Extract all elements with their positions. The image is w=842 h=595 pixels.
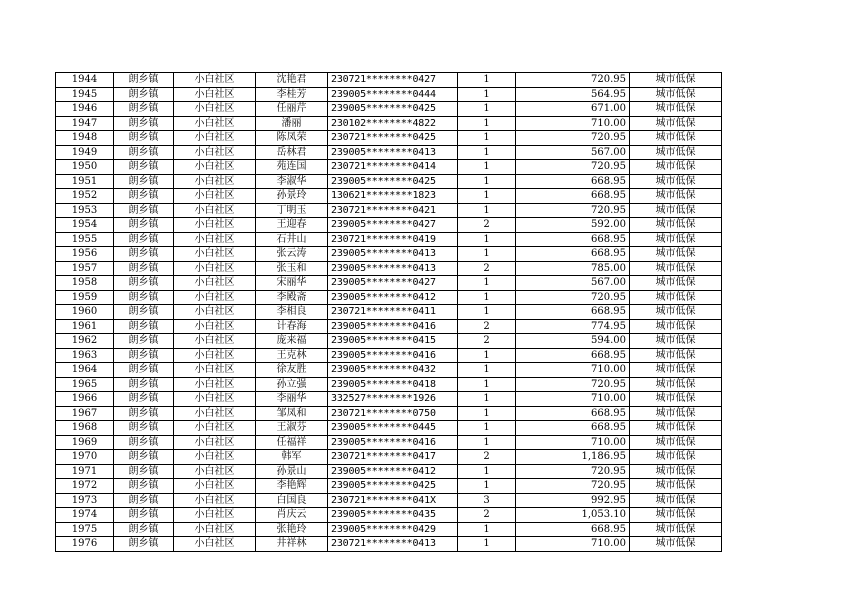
amount-cell: 564.95 <box>516 87 630 102</box>
row-number-cell: 1976 <box>56 537 114 552</box>
community-cell: 小白社区 <box>174 160 256 175</box>
table-row <box>56 102 722 117</box>
community-cell: 小白社区 <box>174 232 256 247</box>
name-cell: 苑连国 <box>256 160 328 175</box>
category-cell: 城市低保 <box>630 537 722 552</box>
id-number-cell: 239005********0418 <box>328 377 458 392</box>
row-number-cell: 1965 <box>56 377 114 392</box>
table-row <box>56 203 722 218</box>
id-number-cell: 239005********0412 <box>328 464 458 479</box>
amount-cell: 992.95 <box>516 493 630 508</box>
town-cell: 朗乡镇 <box>114 493 174 508</box>
household-count-cell: 1 <box>458 392 516 407</box>
community-cell: 小白社区 <box>174 377 256 392</box>
category-cell: 城市低保 <box>630 435 722 450</box>
town-cell: 朗乡镇 <box>114 464 174 479</box>
id-number-cell: 239005********0435 <box>328 508 458 523</box>
community-cell: 小白社区 <box>174 102 256 117</box>
community-cell: 小白社区 <box>174 334 256 349</box>
household-count-cell: 2 <box>458 334 516 349</box>
id-number-cell: 239005********0427 <box>328 218 458 233</box>
category-cell: 城市低保 <box>630 174 722 189</box>
name-cell: 邹凤和 <box>256 406 328 421</box>
household-count-cell: 3 <box>458 493 516 508</box>
category-cell: 城市低保 <box>630 131 722 146</box>
household-count-cell: 1 <box>458 247 516 262</box>
town-cell: 朗乡镇 <box>114 102 174 117</box>
name-cell: 井祥林 <box>256 537 328 552</box>
town-cell: 朗乡镇 <box>114 290 174 305</box>
name-cell: 任福祥 <box>256 435 328 450</box>
category-cell: 城市低保 <box>630 464 722 479</box>
name-cell: 张玉和 <box>256 261 328 276</box>
table-row <box>56 261 722 276</box>
id-number-cell: 239005********0416 <box>328 435 458 450</box>
name-cell: 孙景山 <box>256 464 328 479</box>
name-cell: 徐友胜 <box>256 363 328 378</box>
id-number-cell: 239005********0413 <box>328 261 458 276</box>
id-number-cell: 239005********0445 <box>328 421 458 436</box>
table-row <box>56 450 722 465</box>
household-count-cell: 1 <box>458 290 516 305</box>
name-cell: 潘丽 <box>256 116 328 131</box>
household-count-cell: 1 <box>458 305 516 320</box>
id-number-cell: 230721********0750 <box>328 406 458 421</box>
row-number-cell: 1968 <box>56 421 114 436</box>
name-cell: 张艳玲 <box>256 522 328 537</box>
row-number-cell: 1959 <box>56 290 114 305</box>
amount-cell: 720.95 <box>516 203 630 218</box>
category-cell: 城市低保 <box>630 377 722 392</box>
id-number-cell: 332527********1926 <box>328 392 458 407</box>
id-number-cell: 239005********0429 <box>328 522 458 537</box>
household-count-cell: 1 <box>458 102 516 117</box>
row-number-cell: 1956 <box>56 247 114 262</box>
row-number-cell: 1963 <box>56 348 114 363</box>
row-number-cell: 1945 <box>56 87 114 102</box>
table-row <box>56 319 722 334</box>
name-cell: 宋丽华 <box>256 276 328 291</box>
table-row <box>56 145 722 160</box>
name-cell: 张云涛 <box>256 247 328 262</box>
town-cell: 朗乡镇 <box>114 435 174 450</box>
town-cell: 朗乡镇 <box>114 508 174 523</box>
town-cell: 朗乡镇 <box>114 189 174 204</box>
amount-cell: 668.95 <box>516 305 630 320</box>
category-cell: 城市低保 <box>630 305 722 320</box>
table-row <box>56 348 722 363</box>
town-cell: 朗乡镇 <box>114 160 174 175</box>
household-count-cell: 2 <box>458 450 516 465</box>
town-cell: 朗乡镇 <box>114 537 174 552</box>
name-cell: 王淑芬 <box>256 421 328 436</box>
name-cell: 肖庆云 <box>256 508 328 523</box>
category-cell: 城市低保 <box>630 479 722 494</box>
id-number-cell: 230721********0411 <box>328 305 458 320</box>
town-cell: 朗乡镇 <box>114 319 174 334</box>
amount-cell: 567.00 <box>516 276 630 291</box>
community-cell: 小白社区 <box>174 116 256 131</box>
id-number-cell: 239005********0413 <box>328 247 458 262</box>
community-cell: 小白社区 <box>174 247 256 262</box>
household-count-cell: 1 <box>458 479 516 494</box>
category-cell: 城市低保 <box>630 392 722 407</box>
community-cell: 小白社区 <box>174 319 256 334</box>
name-cell: 李殿斋 <box>256 290 328 305</box>
row-number-cell: 1972 <box>56 479 114 494</box>
town-cell: 朗乡镇 <box>114 450 174 465</box>
name-cell: 白国良 <box>256 493 328 508</box>
household-count-cell: 1 <box>458 145 516 160</box>
amount-cell: 710.00 <box>516 363 630 378</box>
table-row <box>56 392 722 407</box>
id-number-cell: 239005********0425 <box>328 174 458 189</box>
community-cell: 小白社区 <box>174 203 256 218</box>
table-row <box>56 73 722 88</box>
household-count-cell: 1 <box>458 363 516 378</box>
amount-cell: 774.95 <box>516 319 630 334</box>
category-cell: 城市低保 <box>630 145 722 160</box>
name-cell: 王克林 <box>256 348 328 363</box>
category-cell: 城市低保 <box>630 522 722 537</box>
category-cell: 城市低保 <box>630 218 722 233</box>
row-number-cell: 1946 <box>56 102 114 117</box>
row-number-cell: 1948 <box>56 131 114 146</box>
id-number-cell: 239005********0427 <box>328 276 458 291</box>
household-count-cell: 1 <box>458 348 516 363</box>
amount-cell: 668.95 <box>516 189 630 204</box>
town-cell: 朗乡镇 <box>114 116 174 131</box>
amount-cell: 710.00 <box>516 435 630 450</box>
town-cell: 朗乡镇 <box>114 261 174 276</box>
community-cell: 小白社区 <box>174 522 256 537</box>
name-cell: 王迎春 <box>256 218 328 233</box>
community-cell: 小白社区 <box>174 290 256 305</box>
id-number-cell: 239005********0416 <box>328 348 458 363</box>
household-count-cell: 1 <box>458 377 516 392</box>
amount-cell: 671.00 <box>516 102 630 117</box>
town-cell: 朗乡镇 <box>114 522 174 537</box>
town-cell: 朗乡镇 <box>114 276 174 291</box>
table-row <box>56 334 722 349</box>
table-row <box>56 276 722 291</box>
category-cell: 城市低保 <box>630 493 722 508</box>
row-number-cell: 1973 <box>56 493 114 508</box>
table-row <box>56 537 722 552</box>
community-cell: 小白社区 <box>174 261 256 276</box>
name-cell: 丁明玉 <box>256 203 328 218</box>
table-row <box>56 160 722 175</box>
table-row <box>56 493 722 508</box>
row-number-cell: 1962 <box>56 334 114 349</box>
table-row <box>56 218 722 233</box>
name-cell: 李桂芳 <box>256 87 328 102</box>
name-cell: 韩军 <box>256 450 328 465</box>
category-cell: 城市低保 <box>630 232 722 247</box>
id-number-cell: 230721********0417 <box>328 450 458 465</box>
category-cell: 城市低保 <box>630 348 722 363</box>
town-cell: 朗乡镇 <box>114 421 174 436</box>
id-number-cell: 230102********4822 <box>328 116 458 131</box>
id-number-cell: 239005********0412 <box>328 290 458 305</box>
category-cell: 城市低保 <box>630 261 722 276</box>
community-cell: 小白社区 <box>174 189 256 204</box>
household-count-cell: 1 <box>458 421 516 436</box>
name-cell: 石井山 <box>256 232 328 247</box>
amount-cell: 720.95 <box>516 73 630 88</box>
amount-cell: 720.95 <box>516 464 630 479</box>
name-cell: 孙景玲 <box>256 189 328 204</box>
household-count-cell: 1 <box>458 232 516 247</box>
amount-cell: 720.95 <box>516 479 630 494</box>
table-row <box>56 131 722 146</box>
amount-cell: 785.00 <box>516 261 630 276</box>
amount-cell: 1,053.10 <box>516 508 630 523</box>
amount-cell: 720.95 <box>516 160 630 175</box>
id-number-cell: 230721********0427 <box>328 73 458 88</box>
category-cell: 城市低保 <box>630 160 722 175</box>
row-number-cell: 1954 <box>56 218 114 233</box>
table-row <box>56 290 722 305</box>
town-cell: 朗乡镇 <box>114 131 174 146</box>
name-cell: 岳林君 <box>256 145 328 160</box>
id-number-cell: 239005********0413 <box>328 145 458 160</box>
town-cell: 朗乡镇 <box>114 232 174 247</box>
category-cell: 城市低保 <box>630 189 722 204</box>
category-cell: 城市低保 <box>630 203 722 218</box>
table-row <box>56 87 722 102</box>
amount-cell: 594.00 <box>516 334 630 349</box>
table-row <box>56 435 722 450</box>
household-count-cell: 1 <box>458 537 516 552</box>
category-cell: 城市低保 <box>630 87 722 102</box>
category-cell: 城市低保 <box>630 334 722 349</box>
community-cell: 小白社区 <box>174 479 256 494</box>
town-cell: 朗乡镇 <box>114 87 174 102</box>
town-cell: 朗乡镇 <box>114 73 174 88</box>
household-count-cell: 1 <box>458 203 516 218</box>
id-number-cell: 230721********0413 <box>328 537 458 552</box>
table-row <box>56 464 722 479</box>
id-number-cell: 239005********0415 <box>328 334 458 349</box>
id-number-cell: 230721********041X <box>328 493 458 508</box>
row-number-cell: 1961 <box>56 319 114 334</box>
category-cell: 城市低保 <box>630 276 722 291</box>
community-cell: 小白社区 <box>174 508 256 523</box>
name-cell: 李丽华 <box>256 392 328 407</box>
category-cell: 城市低保 <box>630 450 722 465</box>
amount-cell: 668.95 <box>516 348 630 363</box>
household-count-cell: 1 <box>458 87 516 102</box>
community-cell: 小白社区 <box>174 218 256 233</box>
amount-cell: 668.95 <box>516 522 630 537</box>
community-cell: 小白社区 <box>174 305 256 320</box>
name-cell: 陈凤荣 <box>256 131 328 146</box>
amount-cell: 668.95 <box>516 247 630 262</box>
table-row <box>56 377 722 392</box>
row-number-cell: 1974 <box>56 508 114 523</box>
category-cell: 城市低保 <box>630 363 722 378</box>
row-number-cell: 1964 <box>56 363 114 378</box>
table-row <box>56 247 722 262</box>
row-number-cell: 1960 <box>56 305 114 320</box>
amount-cell: 567.00 <box>516 145 630 160</box>
household-count-cell: 2 <box>458 319 516 334</box>
row-number-cell: 1969 <box>56 435 114 450</box>
row-number-cell: 1949 <box>56 145 114 160</box>
table-row <box>56 305 722 320</box>
name-cell: 计春海 <box>256 319 328 334</box>
household-count-cell: 1 <box>458 464 516 479</box>
amount-cell: 710.00 <box>516 537 630 552</box>
id-number-cell: 239005********0425 <box>328 102 458 117</box>
table-row <box>56 189 722 204</box>
category-cell: 城市低保 <box>630 290 722 305</box>
household-count-cell: 1 <box>458 189 516 204</box>
household-count-cell: 1 <box>458 276 516 291</box>
category-cell: 城市低保 <box>630 102 722 117</box>
row-number-cell: 1967 <box>56 406 114 421</box>
id-number-cell: 239005********0416 <box>328 319 458 334</box>
table-row <box>56 116 722 131</box>
name-cell: 沈艳君 <box>256 73 328 88</box>
id-number-cell: 239005********0425 <box>328 479 458 494</box>
amount-cell: 668.95 <box>516 232 630 247</box>
category-cell: 城市低保 <box>630 508 722 523</box>
community-cell: 小白社区 <box>174 392 256 407</box>
name-cell: 任丽芹 <box>256 102 328 117</box>
table-row <box>56 363 722 378</box>
id-number-cell: 230721********0421 <box>328 203 458 218</box>
household-count-cell: 1 <box>458 73 516 88</box>
town-cell: 朗乡镇 <box>114 377 174 392</box>
town-cell: 朗乡镇 <box>114 174 174 189</box>
amount-cell: 720.95 <box>516 377 630 392</box>
row-number-cell: 1958 <box>56 276 114 291</box>
town-cell: 朗乡镇 <box>114 363 174 378</box>
community-cell: 小白社区 <box>174 435 256 450</box>
amount-cell: 592.00 <box>516 218 630 233</box>
id-number-cell: 239005********0444 <box>328 87 458 102</box>
category-cell: 城市低保 <box>630 247 722 262</box>
row-number-cell: 1952 <box>56 189 114 204</box>
category-cell: 城市低保 <box>630 406 722 421</box>
row-number-cell: 1957 <box>56 261 114 276</box>
community-cell: 小白社区 <box>174 363 256 378</box>
id-number-cell: 230721********0425 <box>328 131 458 146</box>
town-cell: 朗乡镇 <box>114 305 174 320</box>
community-cell: 小白社区 <box>174 131 256 146</box>
row-number-cell: 1971 <box>56 464 114 479</box>
table-row <box>56 508 722 523</box>
row-number-cell: 1970 <box>56 450 114 465</box>
community-cell: 小白社区 <box>174 145 256 160</box>
household-count-cell: 1 <box>458 174 516 189</box>
row-number-cell: 1955 <box>56 232 114 247</box>
welfare-table <box>55 72 722 552</box>
table-row <box>56 174 722 189</box>
town-cell: 朗乡镇 <box>114 145 174 160</box>
community-cell: 小白社区 <box>174 87 256 102</box>
community-cell: 小白社区 <box>174 450 256 465</box>
community-cell: 小白社区 <box>174 348 256 363</box>
community-cell: 小白社区 <box>174 73 256 88</box>
table-row <box>56 232 722 247</box>
household-count-cell: 1 <box>458 131 516 146</box>
town-cell: 朗乡镇 <box>114 203 174 218</box>
household-count-cell: 1 <box>458 435 516 450</box>
town-cell: 朗乡镇 <box>114 218 174 233</box>
row-number-cell: 1953 <box>56 203 114 218</box>
town-cell: 朗乡镇 <box>114 247 174 262</box>
table-row <box>56 479 722 494</box>
community-cell: 小白社区 <box>174 174 256 189</box>
community-cell: 小白社区 <box>174 537 256 552</box>
row-number-cell: 1975 <box>56 522 114 537</box>
name-cell: 李相良 <box>256 305 328 320</box>
table-row <box>56 522 722 537</box>
category-cell: 城市低保 <box>630 73 722 88</box>
town-cell: 朗乡镇 <box>114 348 174 363</box>
community-cell: 小白社区 <box>174 276 256 291</box>
row-number-cell: 1947 <box>56 116 114 131</box>
town-cell: 朗乡镇 <box>114 392 174 407</box>
id-number-cell: 130621********1823 <box>328 189 458 204</box>
household-count-cell: 2 <box>458 261 516 276</box>
community-cell: 小白社区 <box>174 406 256 421</box>
community-cell: 小白社区 <box>174 493 256 508</box>
household-count-cell: 1 <box>458 522 516 537</box>
household-count-cell: 1 <box>458 406 516 421</box>
id-number-cell: 230721********0419 <box>328 232 458 247</box>
id-number-cell: 239005********0432 <box>328 363 458 378</box>
amount-cell: 668.95 <box>516 406 630 421</box>
town-cell: 朗乡镇 <box>114 479 174 494</box>
category-cell: 城市低保 <box>630 116 722 131</box>
table-row <box>56 406 722 421</box>
amount-cell: 668.95 <box>516 421 630 436</box>
community-cell: 小白社区 <box>174 464 256 479</box>
household-count-cell: 1 <box>458 116 516 131</box>
row-number-cell: 1966 <box>56 392 114 407</box>
town-cell: 朗乡镇 <box>114 406 174 421</box>
town-cell: 朗乡镇 <box>114 334 174 349</box>
name-cell: 李淑华 <box>256 174 328 189</box>
category-cell: 城市低保 <box>630 319 722 334</box>
household-count-cell: 2 <box>458 508 516 523</box>
amount-cell: 1,186.95 <box>516 450 630 465</box>
row-number-cell: 1950 <box>56 160 114 175</box>
household-count-cell: 1 <box>458 160 516 175</box>
household-count-cell: 2 <box>458 218 516 233</box>
name-cell: 庞来福 <box>256 334 328 349</box>
row-number-cell: 1944 <box>56 73 114 88</box>
name-cell: 孙立强 <box>256 377 328 392</box>
id-number-cell: 230721********0414 <box>328 160 458 175</box>
category-cell: 城市低保 <box>630 421 722 436</box>
row-number-cell: 1951 <box>56 174 114 189</box>
table-row <box>56 421 722 436</box>
name-cell: 李艳辉 <box>256 479 328 494</box>
amount-cell: 720.95 <box>516 131 630 146</box>
community-cell: 小白社区 <box>174 421 256 436</box>
amount-cell: 710.00 <box>516 116 630 131</box>
amount-cell: 668.95 <box>516 174 630 189</box>
table-body <box>56 73 722 552</box>
amount-cell: 720.95 <box>516 290 630 305</box>
amount-cell: 710.00 <box>516 392 630 407</box>
